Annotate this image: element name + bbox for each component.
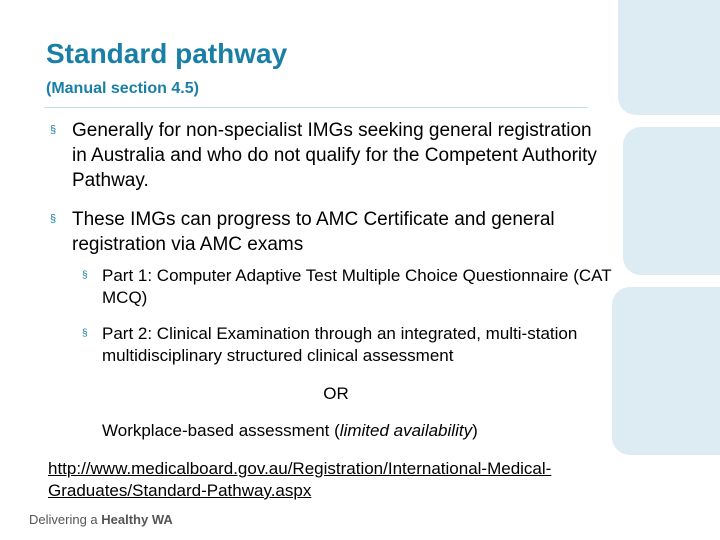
sub-bullet-text: Part 2: Clinical Examination through an integrated, multi-station multidisciplinary structured clinical assessment	[102, 324, 578, 365]
bullet-marker-icon: §	[50, 213, 57, 225]
wba-prefix: Workplace-based assessment (	[102, 421, 340, 440]
standard-pathway-link[interactable]: http://www.medicalboard.gov.au/Registration/International-Medical-Graduates/Standard-Pathway.aspx	[48, 459, 552, 500]
sub-bullet-text: Part 1: Computer Adaptive Test Multiple Choice Questionnaire (CAT MCQ)	[102, 266, 612, 307]
workplace-assessment-line	[102, 420, 478, 442]
footer-prefix: Delivering a	[29, 512, 102, 527]
decorative-block-top	[618, 0, 720, 115]
sub-bullet-marker-icon: §	[82, 270, 88, 281]
bullet-marker-icon: §	[50, 124, 57, 136]
bullet-item	[46, 207, 606, 257]
decorative-block-bottom	[612, 287, 720, 455]
wba-italic: limited availability	[339, 421, 473, 440]
bullet-text: These IMGs can progress to AMC Certificate and general registration via AMC exams	[72, 209, 555, 255]
slide-subtitle: (Manual section 4.5)	[46, 80, 199, 97]
decorative-block-middle	[623, 127, 720, 275]
wba-suffix: )	[472, 421, 478, 440]
footer-tagline	[29, 512, 173, 528]
title-divider	[44, 107, 588, 108]
sub-bullet-item	[80, 323, 620, 367]
sub-bullet-item	[80, 265, 620, 309]
bullet-text: Generally for non-specialist IMGs seeking general registration in Australia and who do not qualify for the Competent Authority Pathway.	[72, 120, 597, 191]
slide-title: Standard pathway	[46, 38, 288, 69]
sub-bullet-marker-icon: §	[82, 328, 88, 339]
or-separator: OR	[323, 384, 349, 403]
bullet-item	[46, 118, 606, 193]
footer-bold: Healthy WA	[101, 512, 173, 527]
